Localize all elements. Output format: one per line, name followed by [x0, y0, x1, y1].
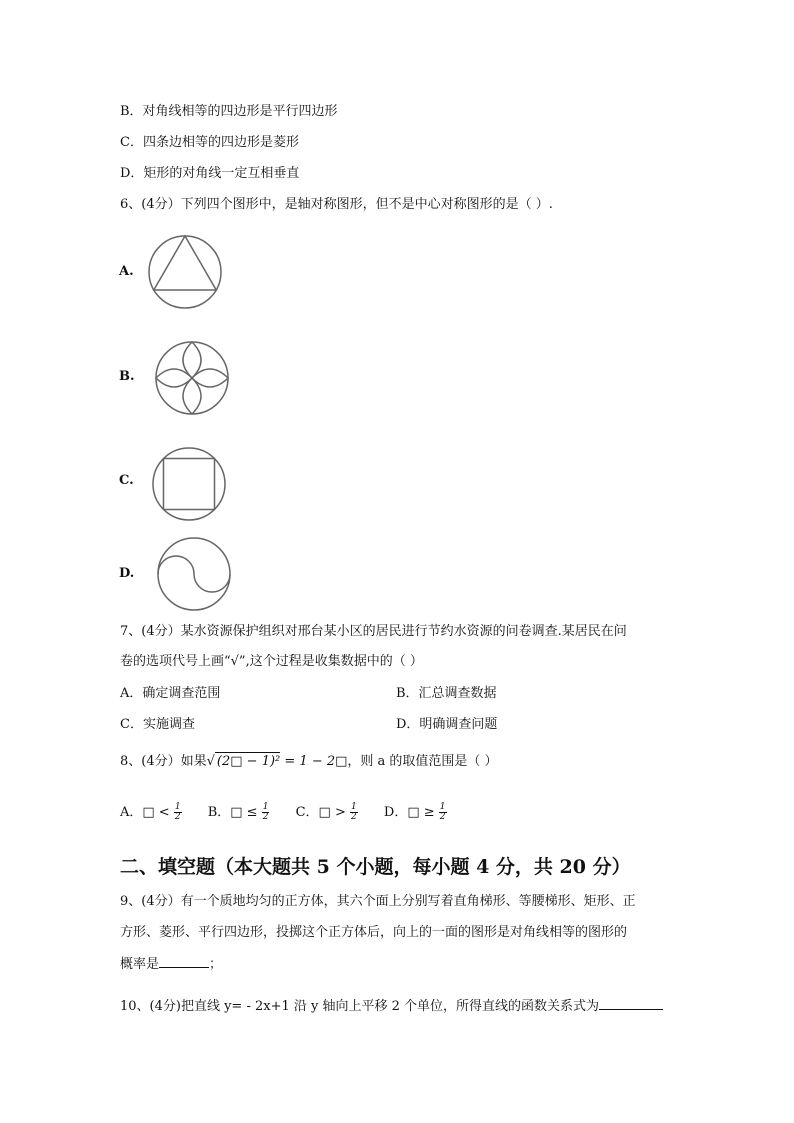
q7-stem-line2: 卷的选项代号上画“√”,这个过程是收集数据中的（ ）: [120, 654, 423, 669]
q6-label-c: C.: [119, 473, 134, 488]
q7-option-b: B．汇总调查数据: [396, 686, 497, 701]
q7-option-c: C．实施调查: [120, 717, 195, 732]
q5-option-b: B．对角线相等的四边形是平行四边形: [120, 104, 338, 119]
q9-line3-suffix: ；: [209, 957, 223, 972]
figure-circle-triangle: [147, 234, 223, 310]
q6-label-b: B.: [119, 369, 135, 384]
q9-line3: [120, 956, 222, 974]
q8-sqrt-expression: √ (2□ − 1)²: [206, 754, 281, 769]
q9-line2: 方形、菱形、平行四边形，投掷这个正方体后，向上的一面的图形是对角线相等的图形的: [120, 925, 628, 940]
q10-answer-blank[interactable]: [599, 1009, 663, 1010]
q5-option-c: C．四条边相等的四边形是菱形: [120, 135, 299, 150]
q8-options: [120, 803, 469, 822]
q8-option-a: A．□ < $\frac{1}{2}$: [120, 802, 181, 822]
q9-line1: 9、(4分）有一个质地均匀的正方体，其六个面上分别写着直角梯形、等腰梯形、矩形、正: [120, 894, 636, 909]
q8-prefix: 8、(4分）如果: [120, 754, 207, 769]
q7-option-a: A．确定调查范围: [120, 686, 221, 701]
q6-label-d: D.: [119, 566, 135, 581]
figure-circle-square: [151, 446, 227, 522]
q9-answer-blank[interactable]: [159, 967, 209, 968]
figure-circle-four-petals: [154, 340, 230, 416]
section-title-fill-in: 二、填空题（本大题共 5 个小题，每小题 4 分，共 20 分）: [120, 856, 631, 878]
q8-option-c: C．□ > $\frac{1}{2}$: [295, 802, 357, 822]
q7-stem-line1: 7、(4分）某水资源保护组织对邢台某小区的居民进行节约水资源的问卷调查.某居民在问: [120, 624, 627, 639]
q6-stem: 6、(4分）下列四个图形中，是轴对称图形，但不是中心对称图形的是（ ）.: [120, 197, 553, 212]
q8-suffix: ，则 a 的取值范围是（ ）: [347, 754, 498, 769]
q7-option-d: D．明确调查问题: [396, 717, 498, 732]
q10-text: 10、(4分)把直线 y= - 2x+1 沿 y 轴向上平移 2 个单位，所得直线的函数关系式为: [120, 999, 600, 1014]
q10-line: [120, 998, 663, 1016]
q5-option-d: D．矩形的对角线一定互相垂直: [120, 166, 300, 181]
q8-radicand: (2□ − 1)²: [216, 754, 281, 769]
q8-option-d: D．□ ≥ $\frac{1}{2}$: [383, 802, 446, 822]
q8-option-b: B．□ ≤ $\frac{1}{2}$: [207, 802, 269, 822]
q8-equals: = 1 − 2□: [280, 754, 348, 769]
q9-line3-prefix: 概率是: [120, 957, 160, 972]
figure-circle-yin-yang: [156, 536, 232, 612]
q6-label-a: A.: [119, 264, 134, 279]
q8-stem: [120, 752, 498, 771]
